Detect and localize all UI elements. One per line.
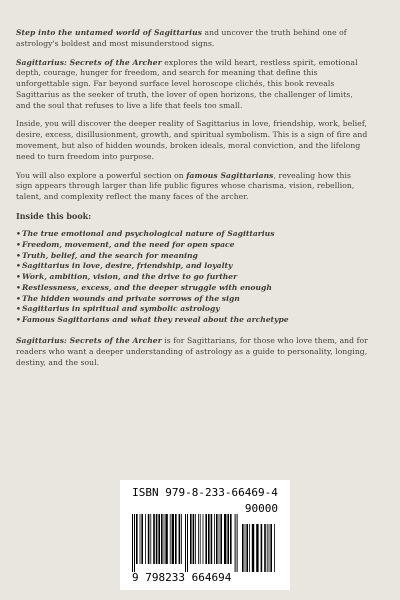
barcode-bar [203,514,204,564]
description-paragraph [16,58,368,112]
famous-paragraph [16,171,368,203]
description-rest: explores the wild heart, restless spirit, emotional depth, courage, hunger for freedom, and search for meaning that define this unforgettable sign. Far beyond surface level horoscope clichés, this book reveals Sagittarius as the seeker of truth, the lover of open horizons, the challenger of limits, and the soul that refuses to live a life that feels too small. [16,57,358,110]
list-item: • The hidden wounds and private sorrows of the sign [16,294,368,305]
inside-heading: Inside this book: [16,210,92,221]
barcode-bar [200,514,201,564]
barcode-addon-bar [270,524,272,572]
barcode-bar [208,514,210,564]
list-item: • Sagittarius in love, desire, friendship, and loyalty [16,261,368,272]
barcode-addon-bar [261,524,263,572]
closing-title: Sagittarius: Secrets of the Archer [16,335,162,345]
barcode-addon-bar [246,524,248,572]
barcode-bar [193,514,195,564]
barcode-bar [148,514,150,564]
barcode-bar [136,514,138,564]
barcode-bar [158,514,160,564]
barcode-bar [211,514,213,564]
list-item: • Restlessness, excess, and the deeper struggle with enough [16,283,368,294]
barcode-bar [181,514,182,564]
barcode-bar [190,514,192,564]
famous-after: , revealing how this sign appears through larger than life public figures whose charisma, vision, rebellion, talent, and complexity reflect the many faces of the archer. [16,170,355,202]
barcode-bar [164,514,165,564]
barcode-bars [130,514,280,572]
famous-before: You will also explore a powerful section on [16,170,187,180]
list-item: • Sagittarius in spiritual and symbolic astrology [16,304,368,315]
barcode-bar [227,514,229,564]
barcode-bar [205,514,207,564]
barcode-bar [224,514,226,564]
barcode-bar [187,514,188,572]
barcode-bar [156,514,158,564]
intro-paragraph [16,28,368,50]
barcode-bar [175,514,177,564]
barcode-addon-bar [242,524,244,572]
list-item: • Freedom, movement, and the need for open space [16,240,368,251]
barcode-bar [145,514,146,564]
barcode-addon-bar [256,524,258,572]
famous-emphasis: famous Sagittarians [186,170,274,180]
closing-paragraph [16,336,368,368]
list-item: • The true emotional and psychological nature of Sagittarius [16,229,368,240]
list-item: • Work, ambition, vision, and the drive to go further [16,272,368,283]
closing-rest: is for Sagittarians, for those who love them, and for readers who want a deeper understanding of astrology as a guide to personality, longing, destiny, and the soul. [16,335,368,367]
barcode-addon-bar [267,524,268,572]
list-item: • Famous Sagittarians and what they reveal about the archetype [16,315,368,326]
barcode-bar [150,514,151,564]
barcode-addon-bar [245,524,246,572]
barcode-bar [195,514,196,564]
isbn-barcode [120,480,290,590]
price-addon: 90000 [244,502,278,515]
barcode-bar [153,514,155,564]
book-title: Sagittarius: Secrets of the Archer [16,57,162,67]
barcode-bar [179,514,181,564]
barcode-bar [165,514,167,564]
isbn-label: ISBN 979-8-233-66469-4 [132,486,278,499]
barcode-number: 9 798233 664694 [132,571,232,584]
barcode-bar [134,514,135,572]
inside-list [16,229,368,326]
barcode-bar [198,514,199,564]
barcode-bar [214,514,215,564]
barcode-bar [141,514,143,564]
barcode-bar [140,514,141,564]
barcode-bar [220,514,222,564]
list-item: • Truth, belief, and the search for meaning [16,251,368,262]
barcode-bar [237,514,238,572]
barcode-bar [132,514,133,572]
barcode-bar [235,514,236,572]
barcode-addon-bar [274,524,275,572]
barcode-bar [216,514,218,564]
barcode-bar [170,514,171,564]
barcode-bar [172,514,174,564]
intro-lead: Step into the untamed world of Sagittarius [16,28,203,37]
barcode-bar [185,514,186,572]
barcode-bar [219,514,220,564]
inside-paragraph: Inside, you will discover the deeper reality of Sagittarius in love, friendship, work, belief, desire, excess, disillusionment, growth, and spiritual symbolism. This is a sign of fire and movement, but also of hidden wounds, broken ideals, moral conviction, and the lifelong need to turn freedom into purpose. [16,119,368,161]
barcode-addon-bar [269,524,270,572]
barcode-addon-bar [249,524,250,572]
barcode-bar [230,514,232,564]
barcode-bar [161,514,163,564]
intro-rest: and uncover the truth behind one of astrology's boldest and most misunderstood signs. [16,28,347,48]
barcode-addon-bar [264,524,266,572]
barcode-addon-bar [252,524,254,572]
